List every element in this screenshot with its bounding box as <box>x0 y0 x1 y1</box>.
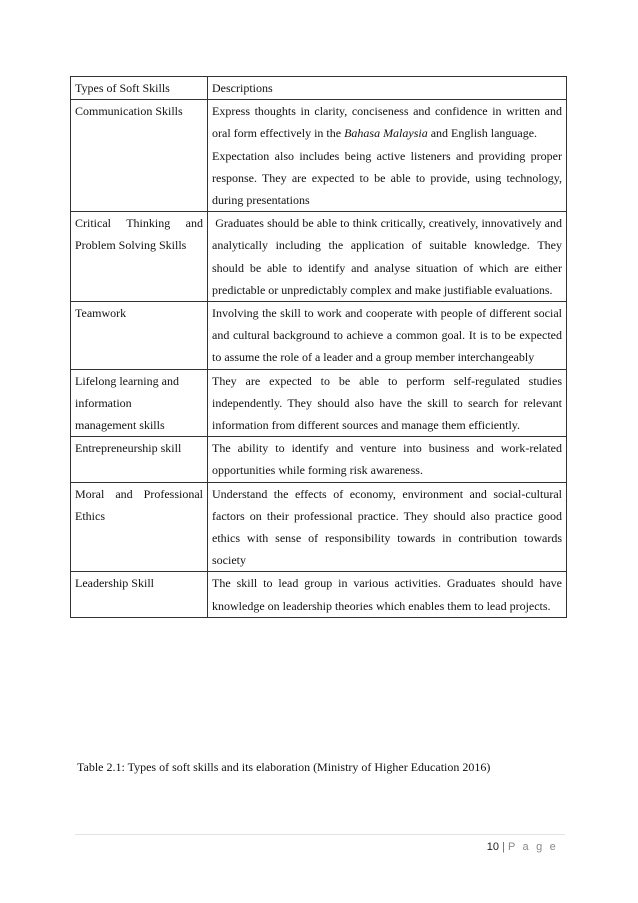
table-row-lifelong-learning <box>71 369 567 437</box>
header-descriptions: Descriptions <box>208 77 567 100</box>
skill-name: Leadership Skill <box>71 572 208 617</box>
skill-description: The skill to lead group in various activities. Graduates should have knowledge on leadership theories which enables them to lead projects. <box>208 572 567 617</box>
table-row-entrepreneurship <box>71 437 567 482</box>
description-text: Express thoughts in clarity, conciseness and confidence in written and oral form effectively in the <box>212 104 562 141</box>
skill-name: Teamwork <box>71 302 208 370</box>
table-row-communication <box>71 100 567 212</box>
page-number: 10 <box>486 841 499 853</box>
skill-description <box>208 100 567 212</box>
footer-separator: | <box>502 841 505 853</box>
skill-description: They are expected to be able to perform self-regulated studies independently. They should also have the skill to search for relevant information from different sources and manage them efficiently. <box>208 369 567 437</box>
skill-description: Understand the effects of economy, environment and social-cultural factors on their professional practice. They should also practice good ethics with sense of responsibility towards in contribution towards society <box>208 482 567 572</box>
soft-skills-table <box>70 76 567 618</box>
description-text: and English language. <box>427 126 538 141</box>
page-footer <box>487 841 558 853</box>
page-label: P a g e <box>507 841 558 853</box>
skill-name-line: management skills <box>75 418 165 433</box>
table-row-leadership <box>71 572 567 617</box>
description-paragraph <box>212 100 562 144</box>
skill-name: Critical Thinking and Problem Solving Skills <box>71 212 208 302</box>
footer-divider <box>75 834 565 835</box>
header-types: Types of Soft Skills <box>71 77 208 100</box>
skill-name-line: Lifelong learning and <box>75 373 179 388</box>
table-row-critical-thinking <box>71 212 567 302</box>
skill-description: Involving the skill to work and cooperate with people of different social and cultural background to achieve a common goal. It is to be expected to assume the role of a leader and a group member interchangeably <box>208 302 567 370</box>
skill-name-line: information <box>75 395 132 410</box>
skill-description: The ability to identify and venture into business and work-related opportunities while forming risk awareness. <box>208 437 567 482</box>
table-header-row <box>71 77 567 100</box>
table-row-moral-ethics <box>71 482 567 572</box>
skill-description: Graduates should be able to think critically, creatively, innovatively and analytically including the application of suitable knowledge. They should be able to identify and analyse situation of which are either predictable or unpredictably complex and make justifiable evaluations. <box>208 212 567 302</box>
skill-name <box>71 369 208 437</box>
description-paragraph: Expectation also includes being active listeners and providing proper response. They are expected to be able to provide, using technology, during presentations <box>212 148 562 208</box>
skill-name: Communication Skills <box>71 100 208 212</box>
skill-name: Moral and Professional Ethics <box>71 482 208 572</box>
table-caption: Table 2.1: Types of soft skills and its elaboration (Ministry of Higher Education 2016) <box>77 760 491 774</box>
description-italic-text: Bahasa Malaysia <box>344 126 428 141</box>
skill-name: Entrepreneurship skill <box>71 437 208 482</box>
table-row-teamwork <box>71 302 567 370</box>
